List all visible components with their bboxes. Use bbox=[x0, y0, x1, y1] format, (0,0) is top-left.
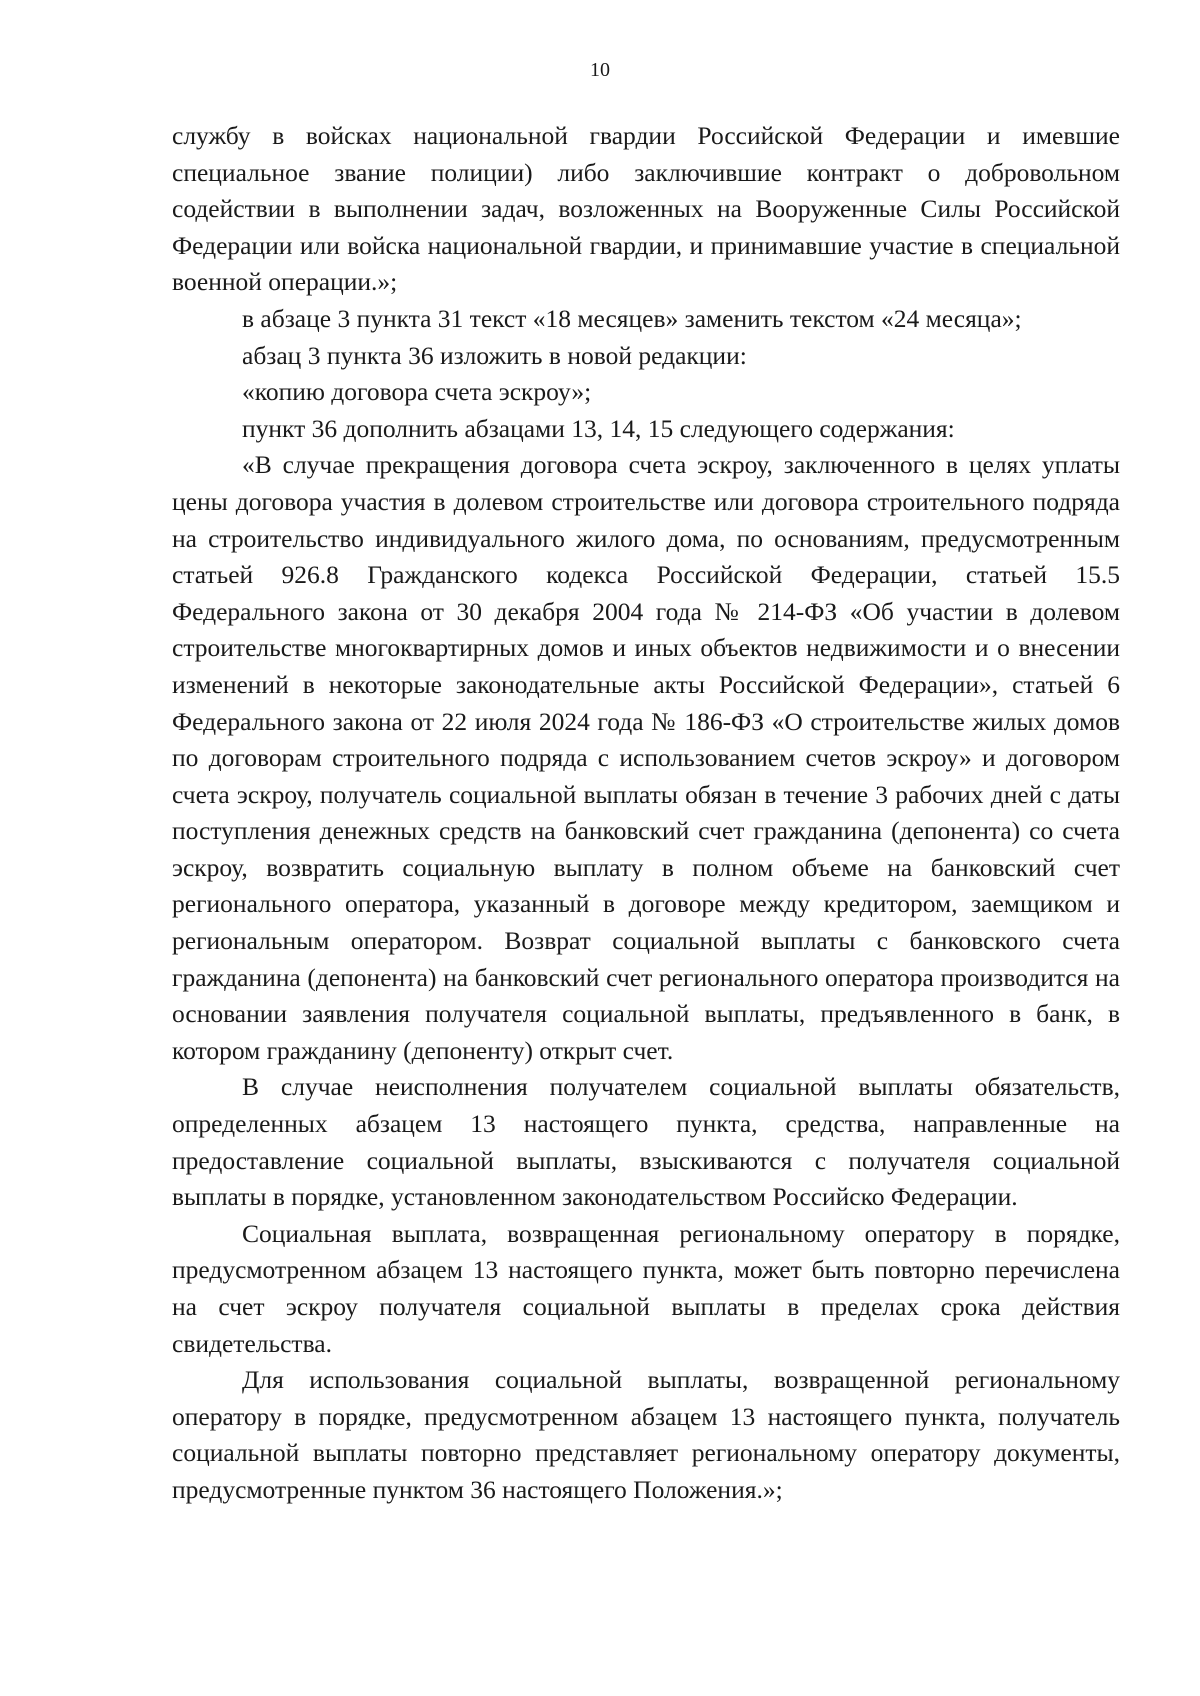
paragraph-repeat-transfer: Социальная выплата, возвращенная региональному оператору в порядке, предусмотренном абзацем 13 настоящего пункта, может быть повторно перечислена на счет эскроу получателя социальной выплаты в пределах срока действия свидетельства. bbox=[172, 1218, 1120, 1358]
paragraph-non-fulfillment: В случае неисполнения получателем социальной выплаты обязательств, определенных абзацем 13 настоящего пункта, средства, направленные на предоставление социальной выплаты, взыскиваются с получателя социальной выплаты в порядке, установленном законодательством Российско Федерации. bbox=[172, 1072, 1120, 1212]
paragraph-continuation: службу в войсках национальной гвардии Российской Федерации и имевшие специальное звание полиции) либо заключившие контракт о добровольном содействии в выполнении задач, возложенных на Вооруженные Силы Российской Федерации или войска национальной гвардии, и принимавшие участие в специальной военной операции.»; bbox=[172, 121, 1120, 297]
paragraph-amend-clause-36: абзац 3 пункта 36 изложить в новой редакции: bbox=[242, 340, 747, 370]
page-number: 10 bbox=[590, 59, 610, 81]
paragraph-escrow-copy: «копию договора счета эскроу»; bbox=[242, 377, 592, 407]
paragraph-documents: Для использования социальной выплаты, возвращенной региональному оператору в порядке, предусмотренном абзацем 13 настоящего пункта, получатель социальной выплаты повторно представляет региональному оператору документы, предусмотренные пунктом 36 настоящего Положения.»; bbox=[172, 1365, 1120, 1504]
document-body bbox=[172, 118, 1120, 1509]
paragraph-escrow-termination: «В случае прекращения договора счета эскроу, заключенного в целях уплаты цены договора участия в долевом строительстве или договора строительного подряда на строительство индивидуального жилого дома, по основаниям, предусмотренным статьей 926.8 Гражданского кодекса Российской Федерации, статьей 15.5 Федерального закона от 30 декабря 2004 года № 214-ФЗ «Об участии в долевом строительстве многоквартирных домов и иных объектов недвижимости и о внесении изменений в некоторые законодательные акты Российской Федерации», статьей 6 Федерального закона от 22 июля 2024 года № 186-ФЗ «О строительстве жилых домов по договорам строительного подряда с использованием счетов эскроу» и договором счета эскроу, получатель социальной выплаты обязан в течение 3 рабочих дней с даты поступления денежных средств на банковский счет гражданина (депонента) со счета эскроу, возвратить социальную выплату в полном объеме на банковский счет регионального оператора, указанный в договоре между кредитором, заемщиком и региональным оператором. Возврат социальной выплаты с банковского счета гражданина (депонента) на банковский счет регионального оператора производится на основании заявления получателя социальной выплаты, предъявленного в банк, в котором гражданину (депоненту) открыт счет. bbox=[172, 450, 1120, 1065]
paragraph-supplement-clause-36: пункт 36 дополнить абзацами 13, 14, 15 следующего содержания: bbox=[242, 413, 955, 443]
paragraph-amend-clause-31: в абзаце 3 пункта 31 текст «18 месяцев» заменить текстом «24 месяца»; bbox=[242, 303, 1022, 333]
